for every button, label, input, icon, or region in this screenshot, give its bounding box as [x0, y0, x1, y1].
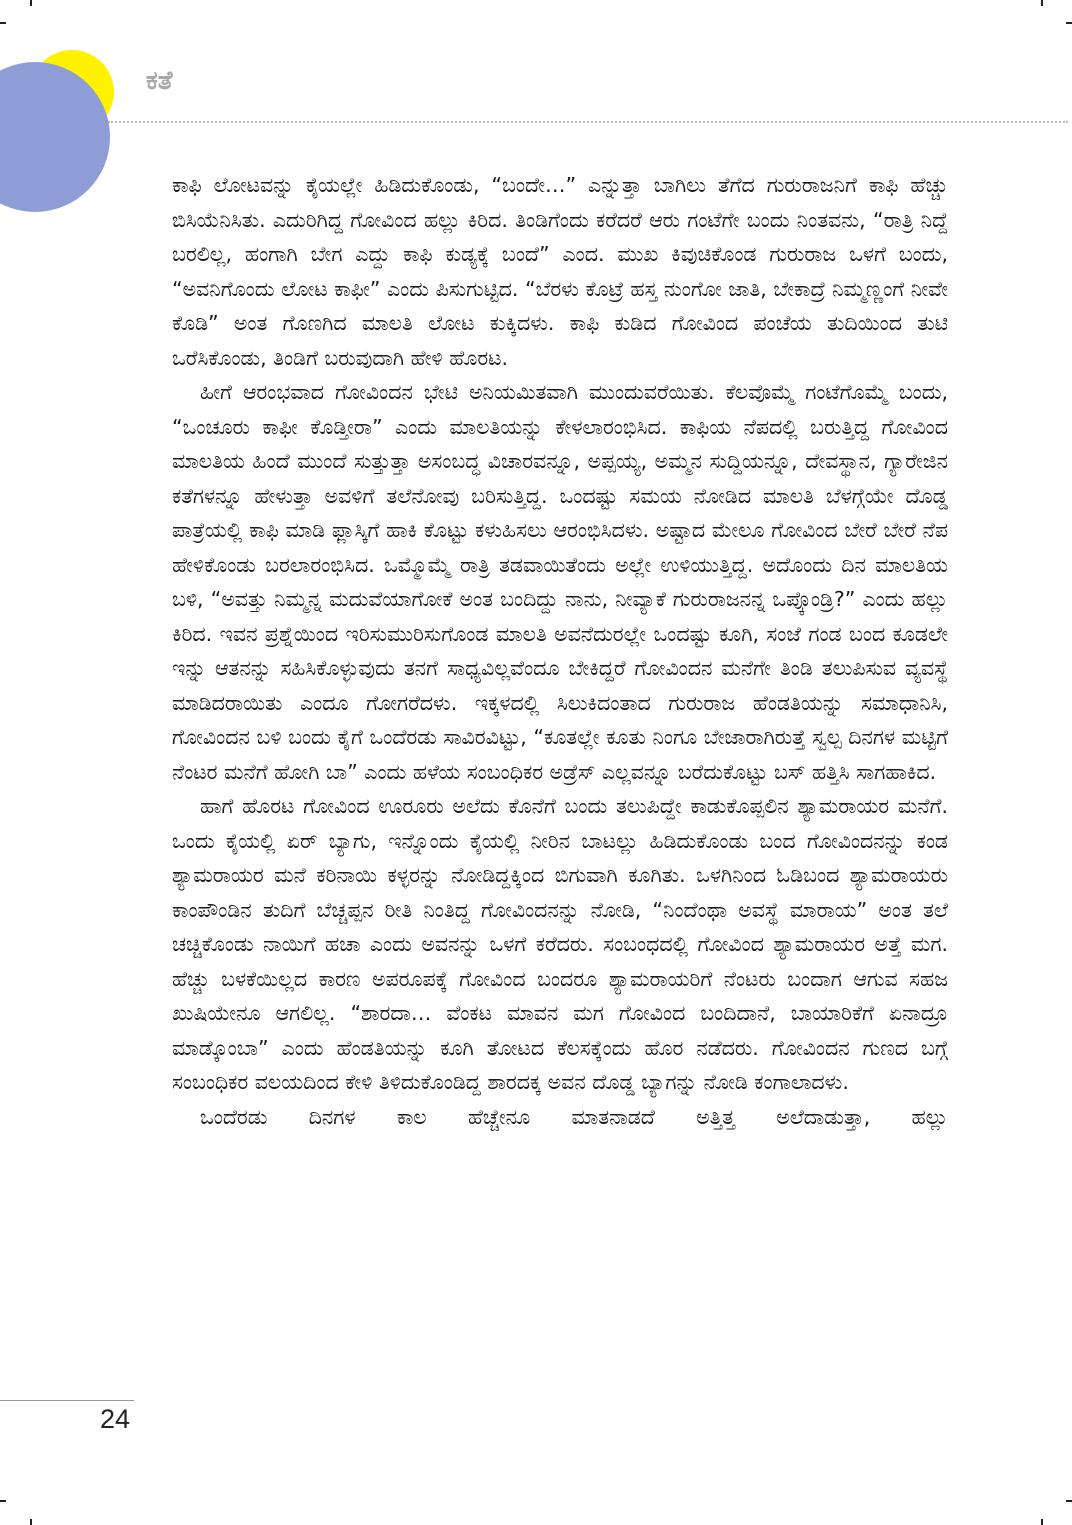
paragraph: ಹಾಗೆ ಹೊರಟ ಗೋವಿಂದ ಊರೂರು ಅಲೆದು ಕೊನೆಗೆ ಬಂದು ತಲುಪಿದ್ದೇ ಕಾಡುಕೊಪ್ಪಲಿನ ಶ್ಯಾಮರಾಯರ ಮನೆಗೆ. ಒಂದು ಕೈಯಲ್ಲಿ ಏರ್ ಬ್ಯಾಗು, ಇನ್ನೊಂದು ಕೈಯಲ್ಲಿ ನೀರಿನ ಬಾಟಲ್ಲು ಹಿಡಿದುಕೊಂಡು ಬಂದ ಗೋವಿಂದನನ್ನು ಕಂಡ ಶ್ಯಾಮರಾಯರ ಮನೆ ಕರಿನಾಯಿ ಕಳ್ಳರನ್ನು ನೋಡಿದ್ದಕ್ಕಿಂದ ಬಿಗುವಾಗಿ ಕೂಗಿತು. ಒಳಗಿನಿಂದ ಓಡಿಬಂದ ಶ್ಯಾಮರಾಯರು ಕಾಂಪೌಂಡಿನ ತುದಿಗೆ ಬೆಚ್ಚಪ್ಪನ ರೀತಿ ನಿಂತಿದ್ದ ಗೋವಿಂದನನ್ನು ನೋಡಿ, “ನಿಂದೆಂಥಾ ಅವಸ್ಥೆ ಮಾರಾಯ” ಅಂತ ತಲೆ ಚಚ್ಚಿಕೊಂಡು ನಾಯಿಗೆ ಹಚಾ ಎಂದು ಅವನನ್ನು ಒಳಗೆ ಕರೆದರು. ಸಂಬಂಧದಲ್ಲಿ ಗೋವಿಂದ ಶ್ಯಾಮರಾಯರ ಅತ್ತೆ ಮಗ. ಹೆಚ್ಚು ಬಳಕೆಯಿಲ್ಲದ ಕಾರಣ ಅಪರೂಪಕ್ಕೆ ಗೋವಿಂದ ಬಂದರೂ ಶ್ಯಾಮರಾಯರಿಗೆ ನೆಂಟರು ಬಂದಾಗ ಆಗುವ ಸಹಜ ಖುಷಿಯೇನೂ ಆಗಲಿಲ್ಲ. “ಶಾರದಾ… ವೆಂಕಟ ಮಾವನ ಮಗ ಗೋವಿಂದ ಬಂದಿದಾನೆ, ಬಾಯಾರಿಕೆಗೆ ಏನಾದ್ರೂ ಮಾಡ್ಕೊಂಬಾ” ಎಂದು ಹೆಂಡತಿಯನ್ನು ಕೂಗಿ ತೋಟದ ಕೆಲಸಕ್ಕೆಂದು ಹೊರ ನಡೆದರು. ಗೋವಿಂದನ ಗುಣದ ಬಗ್ಗೆ ಸಂಬಂಧಿಕರ ವಲಯದಿಂದ ಕೇಳಿ ತಿಳಿದುಕೊಂಡಿದ್ದ ಶಾರದಕ್ಕ ಅವನ ದೊಡ್ಡ ಬ್ಯಾಗನ್ನು ನೋಡಿ ಕಂಗಾಲಾದಳು. [172, 794, 948, 1094]
crop-mark [1041, 0, 1043, 6]
crop-mark [0, 1500, 6, 1502]
crop-mark [1041, 1519, 1043, 1525]
crop-mark [1066, 22, 1072, 24]
crop-mark [1066, 1500, 1072, 1502]
page-number: 24 [100, 1404, 131, 1434]
footer-rule [0, 1400, 134, 1401]
header-dotted-rule [108, 121, 1068, 123]
paragraph: ಕಾಫಿ ಲೋಟವನ್ನು ಕೈಯಲ್ಲೇ ಹಿಡಿದುಕೊಂಡು, “ಬಂದೇ…” ಎನ್ನುತ್ತಾ ಬಾಗಿಲು ತೆಗೆದ ಗುರುರಾಜನಿಗೆ ಕಾಫಿ ಹೆಚ್ಚು ಬಿಸಿಯೆನಿಸಿತು. ಎದುರಿಗಿದ್ದ ಗೋವಿಂದ ಹಲ್ಲು ಕಿರಿದ. ತಿಂಡಿಗೆಂದು ಕರೆದರೆ ಆರು ಗಂಟೆಗೇ ಬಂದು ನಿಂತವನು, “ರಾತ್ರಿ ನಿದ್ದೆ ಬರಲಿಲ್ಲ, ಹಂಗಾಗಿ ಬೇಗ ಎದ್ದು ಕಾಫಿ ಕುಡ್ಯಕ್ಕೆ ಬಂದೆ” ಎಂದ. ಮುಖ ಕಿವುಚಿಕೊಂಡ ಗುರುರಾಜ ಒಳಗೆ ಬಂದು, “ಅವನಿಗೊಂದು ಲೋಟ ಕಾಫೀ” ಎಂದು ಪಿಸುಗುಟ್ಟಿದ. “ಬೆರಳು ಕೊಟ್ರೆ ಹಸ್ತ ನುಂಗೋ ಜಾತಿ, ಬೇಕಾದ್ರೆ ನಿಮ್ಮಣ್ಣಂಗೆ ನೀವೇ ಕೊಡಿ” ಅಂತ ಗೊಣಗಿದ ಮಾಲತಿ ಲೋಟ ಕುಕ್ಕಿದಳು. ಕಾಫಿ ಕುಡಿದ ಗೋವಿಂದ ಪಂಚೆಯ ತುದಿಯಿಂದ ತುಟಿ ಒರೆಸಿಕೊಂಡು, ತಿಂಡಿಗೆ ಬರುವುದಾಗಿ ಹೇಳಿ ಹೊರಟ. [172, 173, 948, 370]
crop-mark [30, 0, 32, 6]
paragraph: ಒಂದೆರಡು ದಿನಗಳ ಕಾಲ ಹೆಚ್ಚೇನೂ ಮಾತನಾಡದೆ ಅತ್ತಿತ್ತ ಅಲೆದಾಡುತ್ತಾ, ಹಲ್ಲು [200, 1104, 948, 1129]
paragraph: ಹೀಗೆ ಆರಂಭವಾದ ಗೋವಿಂದನ ಭೇಟಿ ಅನಿಯಮಿತವಾಗಿ ಮುಂದುವರೆಯಿತು. ಕೆಲವೊಮ್ಮೆ ಗಂಟೆಗೊಮ್ಮೆ ಬಂದು, “ಒಂಚೂರು ಕಾಫೀ ಕೊಡ್ತೀರಾ” ಎಂದು ಮಾಲತಿಯನ್ನು ಕೇಳಲಾರಂಭಿಸಿದ. ಕಾಫಿಯ ನೆಪದಲ್ಲಿ ಬರುತ್ತಿದ್ದ ಗೋವಿಂದ ಮಾಲತಿಯ ಹಿಂದೆ ಮುಂದೆ ಸುತ್ತುತ್ತಾ ಅಸಂಬದ್ಧ ವಿಚಾರವನ್ನೂ, ಅಪ್ಪಯ್ಯ, ಅಮ್ಮನ ಸುದ್ದಿಯನ್ನೂ, ದೇವಸ್ಥಾನ, ಗ್ಯಾರೇಜಿನ ಕತೆಗಳನ್ನೂ ಹೇಳುತ್ತಾ ಅವಳಿಗೆ ತಲೆನೋವು ಬರಿಸುತ್ತಿದ್ದ. ಒಂದಷ್ಟು ಸಮಯ ನೋಡಿದ ಮಾಲತಿ ಬೆಳಗ್ಗೆಯೇ ದೊಡ್ಡ ಪಾತ್ರೆಯಲ್ಲಿ ಕಾಫಿ ಮಾಡಿ ಫ್ಲಾಸ್ಕಿಗೆ ಹಾಕಿ ಕೊಟ್ಟು ಕಳುಹಿಸಲು ಆರಂಭಿಸಿದಳು. ಅಷ್ಟಾದ ಮೇಲೂ ಗೋವಿಂದ ಬೇರೆ ಬೇರೆ ನೆಪ ಹೇಳಿಕೊಂಡು ಬರಲಾರಂಭಿಸಿದ. ಒಮ್ಮೊಮ್ಮೆ ರಾತ್ರಿ ತಡವಾಯಿತೆಂದು ಅಲ್ಲೇ ಉಳಿಯುತ್ತಿದ್ದ. ಅದೊಂದು ದಿನ ಮಾಲತಿಯ ಬಳಿ, “ಅವತ್ತು ನಿಮ್ಮನ್ನ ಮದುವೆಯಾಗೋಕೆ ಅಂತ ಬಂದಿದ್ದು ನಾನು, ನೀವ್ಯಾಕೆ ಗುರುರಾಜನನ್ನ ಒಪ್ಕೊಂಡ್ರಿ?” ಎಂದು ಹಲ್ಲು ಕಿರಿದ. ಇವನ ಪ್ರಶ್ನೆಯಿಂದ ಇರಿಸುಮುರಿಸುಗೊಂಡ ಮಾಲತಿ ಅವನೆದುರಲ್ಲೇ ಒಂದಷ್ಟು ಕೂಗಿ, ಸಂಜೆ ಗಂಡ ಬಂದ ಕೂಡಲೇ ಇನ್ನು ಆತನನ್ನು ಸಹಿಸಿಕೊಳ್ಳುವುದು ತನಗೆ ಸಾಧ್ಯವಿಲ್ಲವೆಂದೂ ಬೇಕಿದ್ದರೆ ಗೋವಿಂದನ ಮನೆಗೇ ತಿಂಡಿ ತಲುಪಿಸುವ ವ್ಯವಸ್ಥೆ ಮಾಡಿದರಾಯಿತು ಎಂದೂ ಗೋಗರೆದಳು. ಇಕ್ಕಳದಲ್ಲಿ ಸಿಲುಕಿದಂತಾದ ಗುರುರಾಜ ಹೆಂಡತಿಯನ್ನು ಸಮಾಧಾನಿಸಿ, ಗೋವಿಂದನ ಬಳಿ ಬಂದು ಕೈಗೆ ಒಂದೆರಡು ಸಾವಿರವಿಟ್ಟು, “ಕೂತಲ್ಲೇ ಕೂತು ನಿಂಗೂ ಬೇಜಾರಾಗಿರುತ್ತೆ ಸ್ವಲ್ಪ ದಿನಗಳ ಮಟ್ಟಿಗೆ ನೆಂಟರ ಮನೆಗೆ ಹೋಗಿ ಬಾ” ಎಂದು ಹಳೆಯ ಸಂಬಂಧಿಕರ ಅಡ್ರೆಸ್ ಎಲ್ಲವನ್ನೂ ಬರೆದುಕೊಟ್ಟು ಬಸ್ ಹತ್ತಿಸಿ ಸಾಗಹಾಕಿದ. [172, 380, 948, 784]
crop-mark [0, 22, 6, 24]
story-body [172, 168, 948, 1134]
crop-mark [30, 1519, 32, 1525]
section-title: ಕತೆ [146, 66, 173, 96]
